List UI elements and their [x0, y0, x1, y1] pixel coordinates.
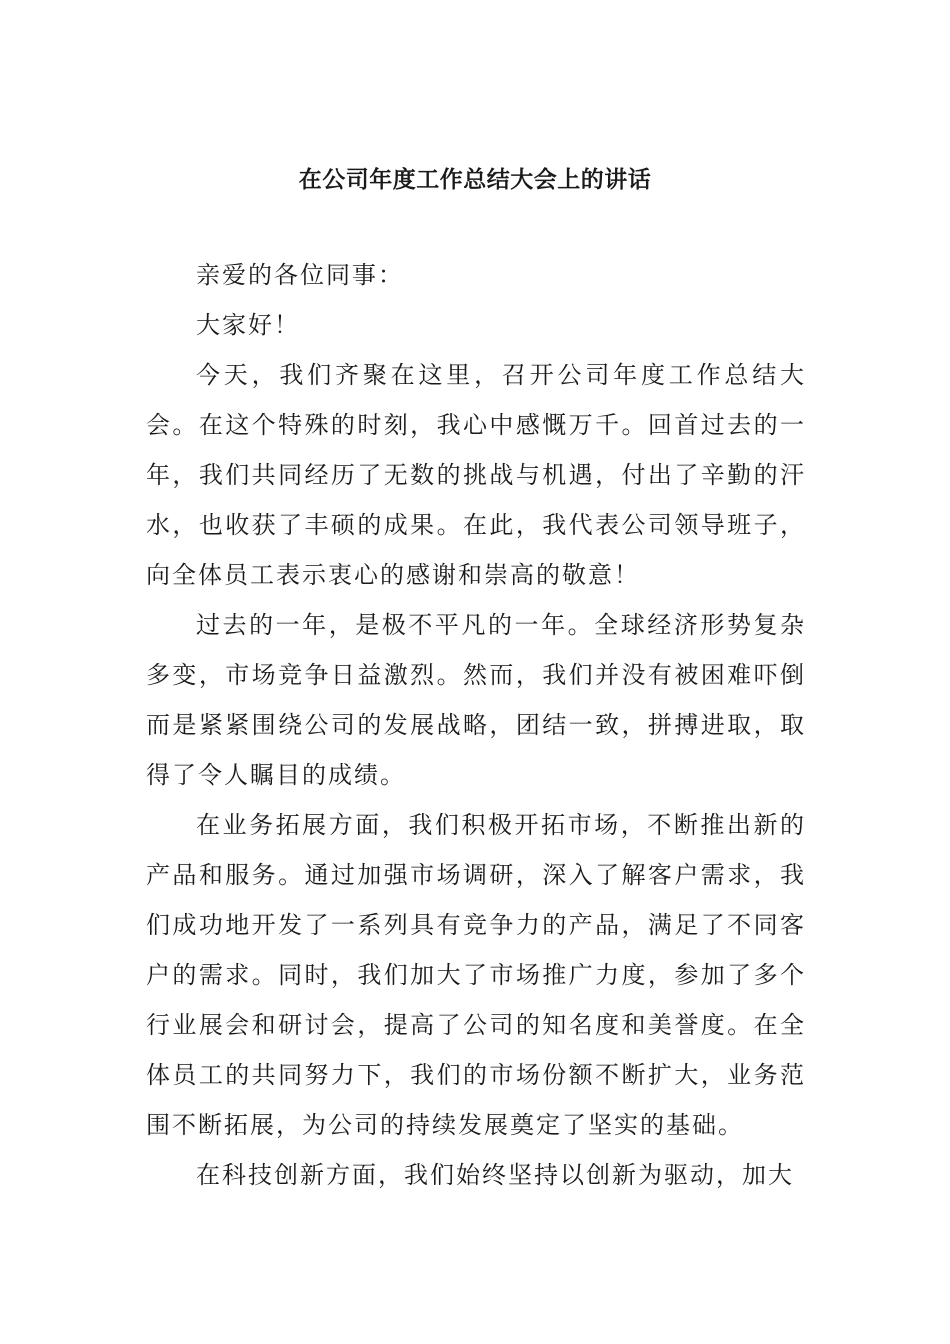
page-title: 在公司年度工作总结大会上的讲话	[298, 167, 652, 193]
paragraph-tech-innovation: 在科技创新方面，我们始终坚持以创新为驱动，加大	[196, 1161, 794, 1189]
greeting: 大家好！	[196, 311, 300, 339]
paragraph-business-expansion: 在业务拓展方面，我们积极开拓市场，不断推出新的产品和服务。通过加强市场调研，深入了解客户需求，我们成功地开发了一系列具有竞争力的产品，满足了不同客户的需求。同时，我们加大了市场推广力度，参加了多个行业展会和研讨会，提高了公司的知名度和美誉度。在全体员工的共同努力下，我们的市场份额不断扩大，业务范围不断拓展，为公司的持续发展奠定了坚实的基础。	[146, 811, 806, 1139]
paragraph-past-year: 过去的一年，是极不平凡的一年。全球经济形势复杂多变，市场竞争日益激烈。然而，我们并没有被困难吓倒而是紧紧围绕公司的发展战略，团结一致，拼搏进取，取得了令人瞩目的成绩。	[146, 611, 806, 789]
document-body	[146, 250, 806, 1200]
salutation: 亲爱的各位同事：	[196, 261, 404, 289]
paragraph-opening: 今天，我们齐聚在这里，召开公司年度工作总结大会。在这个特殊的时刻，我心中感慨万千。回首过去的一年，我们共同经历了无数的挑战与机遇，付出了辛勤的汗水，也收获了丰硕的成果。在此，我代表公司领导班子，向全体员工表示衷心的感谢和崇高的敬意！	[146, 361, 806, 589]
